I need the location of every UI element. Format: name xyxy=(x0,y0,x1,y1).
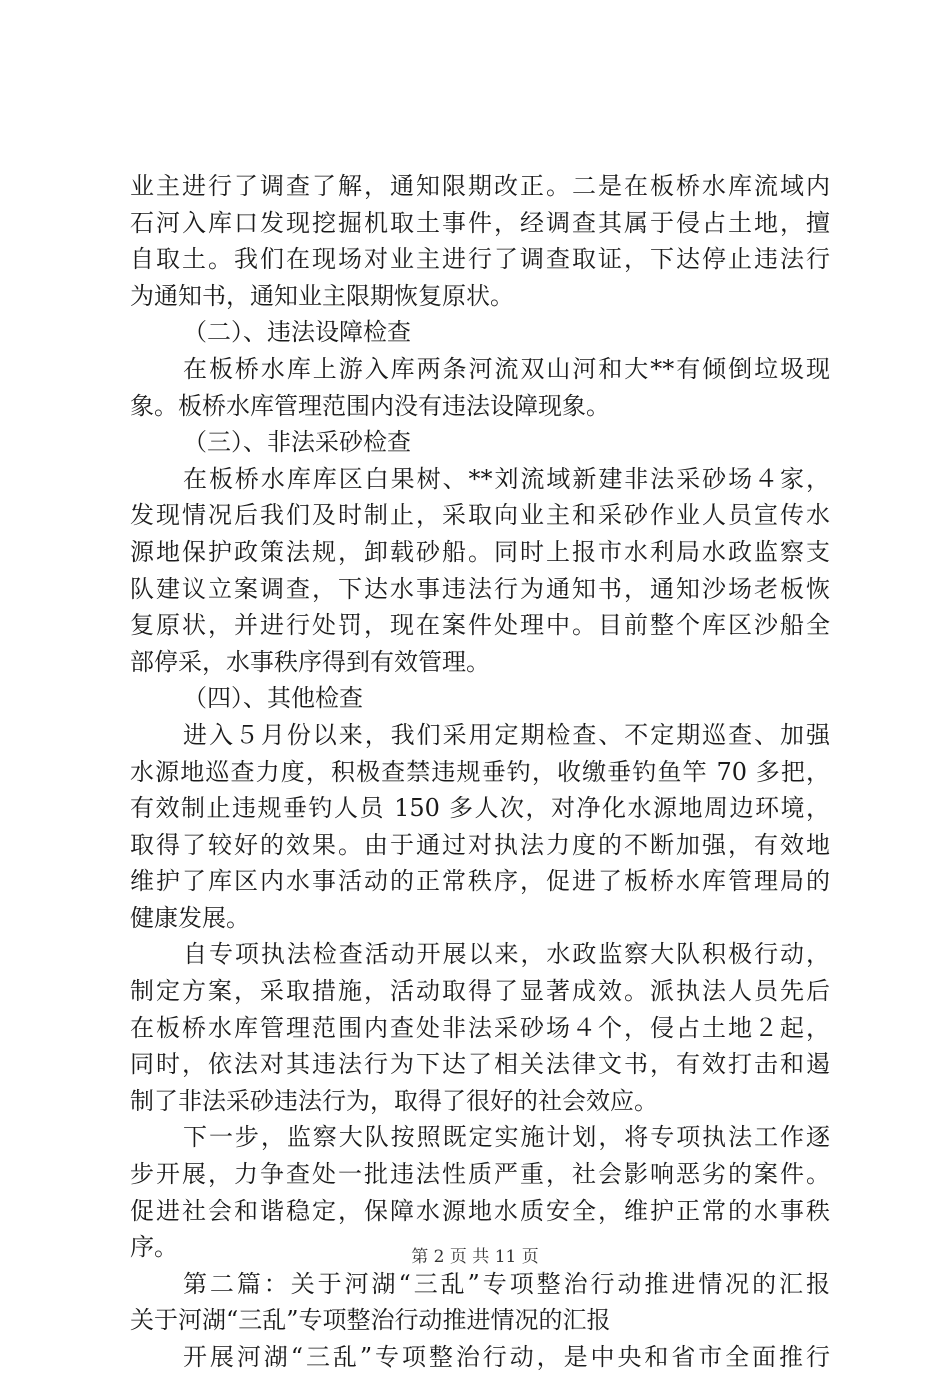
text-line: 第二篇：关于河湖“三乱”专项整治行动推进情况的汇报 xyxy=(183,1269,830,1298)
text-line: 取得了较好的效果。由于通过对执法力度的不断加强，有效地 xyxy=(130,830,830,859)
text-line: 健康发展。 xyxy=(130,903,250,932)
text-line: 在板桥水库上游入库两条河流双山河和大**有倾倒垃圾现 xyxy=(183,354,830,383)
text-line: 序。 xyxy=(130,1233,178,1262)
text-line: 开展河湖“三乱”专项整治行动，是中央和省市全面推行 xyxy=(183,1343,830,1371)
text-line: 关于河湖“三乱”专项整治行动推进情况的汇报 xyxy=(130,1306,611,1335)
text-line: （二）、违法设障检查 xyxy=(183,318,411,347)
text-line: 为通知书，通知业主限期恢复原状。 xyxy=(130,281,514,310)
text-line: 在板桥水库管理范围内查处非法采砂场４个，侵占土地２起， xyxy=(130,1013,830,1042)
text-line: 自取土。我们在现场对业主进行了调查取证，下达停止违法行 xyxy=(130,245,830,274)
text-line: 源地保护政策法规，卸载砂船。同时上报市水利局水政监察支 xyxy=(130,537,830,566)
text-line: 进入５月份以来，我们采用定期检查、不定期巡查、加强 xyxy=(183,720,830,749)
text-line: 自专项执法检查活动开展以来，水政监察大队积极行动， xyxy=(183,940,830,969)
text-line: 下一步，监察大队按照既定实施计划，将专项执法工作逐 xyxy=(183,1123,830,1152)
text-line: 步开展，力争查处一批违法性质严重，社会影响恶劣的案件。 xyxy=(130,1160,830,1189)
text-line: 复原状，并进行处罚，现在案件处理中。目前整个库区沙船全 xyxy=(130,611,830,640)
document-body xyxy=(130,168,830,1376)
text-line: 水源地巡查力度，积极查禁违规垂钓，收缴垂钓鱼竿 70 多把， xyxy=(130,757,830,786)
text-line: 制了非法采砂违法行为，取得了很好的社会效应。 xyxy=(130,1086,658,1115)
text-line: 发现情况后我们及时制止，采取向业主和采砂作业人员宣传水 xyxy=(130,501,830,530)
text-line: 有效制止违规垂钓人员 150 多人次，对净化水源地周边环境， xyxy=(130,794,830,823)
text-line: 在板桥水库库区白果树、**刘流域新建非法采砂场４家， xyxy=(183,464,830,493)
page-footer xyxy=(0,1242,950,1267)
text-line: 部停采，水事秩序得到有效管理。 xyxy=(130,647,490,676)
text-line: 同时，依法对其违法行为下达了相关法律文书，有效打击和遏 xyxy=(130,1050,830,1079)
text-line: 象。板桥水库管理范围内没有违法设障现象。 xyxy=(130,391,610,420)
page-number-label: 第 2 页 共 11 页 xyxy=(411,1247,539,1267)
text-line: 促进社会和谐稳定，保障水源地水质安全，维护正常的水事秩 xyxy=(130,1196,830,1225)
text-line: 队建议立案调查，下达水事违法行为通知书，通知沙场老板恢 xyxy=(130,574,830,603)
text-line: 制定方案，采取措施，活动取得了显著成效。派执法人员先后 xyxy=(130,977,830,1006)
text-line: 石河入库口发现挖掘机取土事件，经调查其属于侵占土地，擅 xyxy=(130,208,830,237)
text-line: （三）、非法采砂检查 xyxy=(183,428,411,457)
text-line: （四）、其他检查 xyxy=(183,684,363,713)
text-line: 业主进行了调查了解，通知限期改正。二是在板桥水库流域内 xyxy=(130,172,830,200)
text-line: 维护了库区内水事活动的正常秩序，促进了板桥水库管理局的 xyxy=(130,867,830,896)
